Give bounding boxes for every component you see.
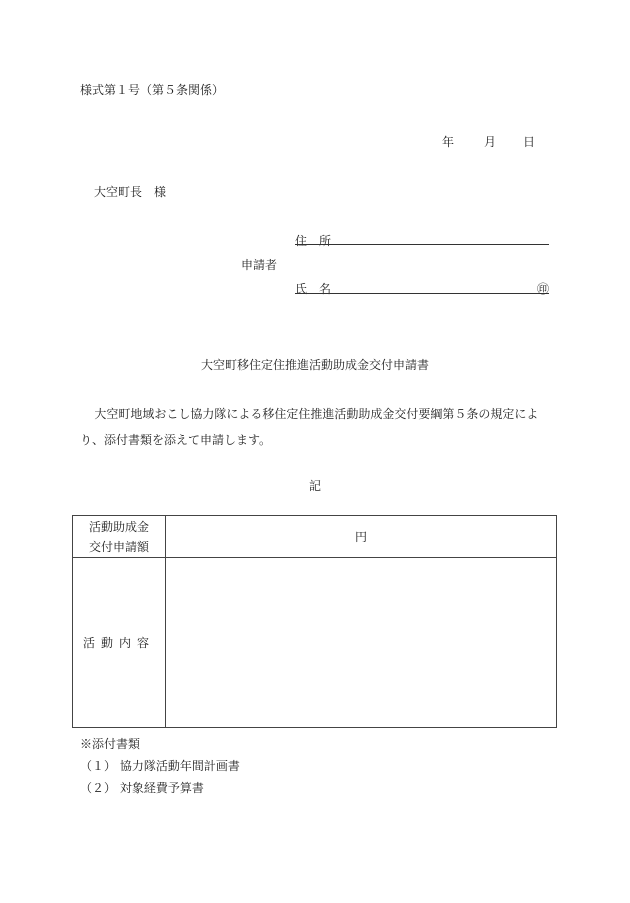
date-month-label: 月 xyxy=(484,135,497,149)
date-year-label: 年 xyxy=(442,135,455,149)
addressee: 大空町長 様 xyxy=(94,185,167,199)
form-number: 様式第１号（第５条関係） xyxy=(80,83,225,97)
amount-row xyxy=(73,516,557,558)
attachment-item: （１） 協力隊活動年間計画書 xyxy=(80,759,240,773)
amount-value-cell[interactable] xyxy=(166,516,557,558)
content-label: 活動内容 xyxy=(82,636,155,650)
document-title: 大空町移住定住推進活動助成金交付申請書 xyxy=(200,358,429,372)
attachment-item: （２） 対象経費予算書 xyxy=(80,781,204,795)
application-table xyxy=(72,515,557,728)
amount-label-line1: 活動助成金 xyxy=(88,519,149,534)
ki-heading: 記 xyxy=(308,479,321,493)
applicant-label: 申請者 xyxy=(241,258,278,272)
body-text: 大空町地域おこし協力隊による移住定住推進活動助成金交付要綱第５条の規定により、添付書類を添えて申請します。 xyxy=(80,407,539,447)
seal-mark: ㊞ xyxy=(536,282,549,296)
name-label: 氏 名 xyxy=(295,282,332,296)
content-value-cell[interactable] xyxy=(166,558,557,728)
amount-unit: 円 xyxy=(354,530,367,544)
amount-label-line2: 交付申請額 xyxy=(88,539,149,554)
date-day-label: 日 xyxy=(523,135,536,149)
name-field-line[interactable] xyxy=(295,293,549,294)
attachments-heading: ※添付書類 xyxy=(80,737,141,751)
content-row xyxy=(73,558,557,728)
content-label-cell xyxy=(73,558,166,728)
amount-label-cell xyxy=(73,516,166,558)
address-label: 住 所 xyxy=(295,234,332,248)
address-field-line[interactable] xyxy=(295,244,549,245)
